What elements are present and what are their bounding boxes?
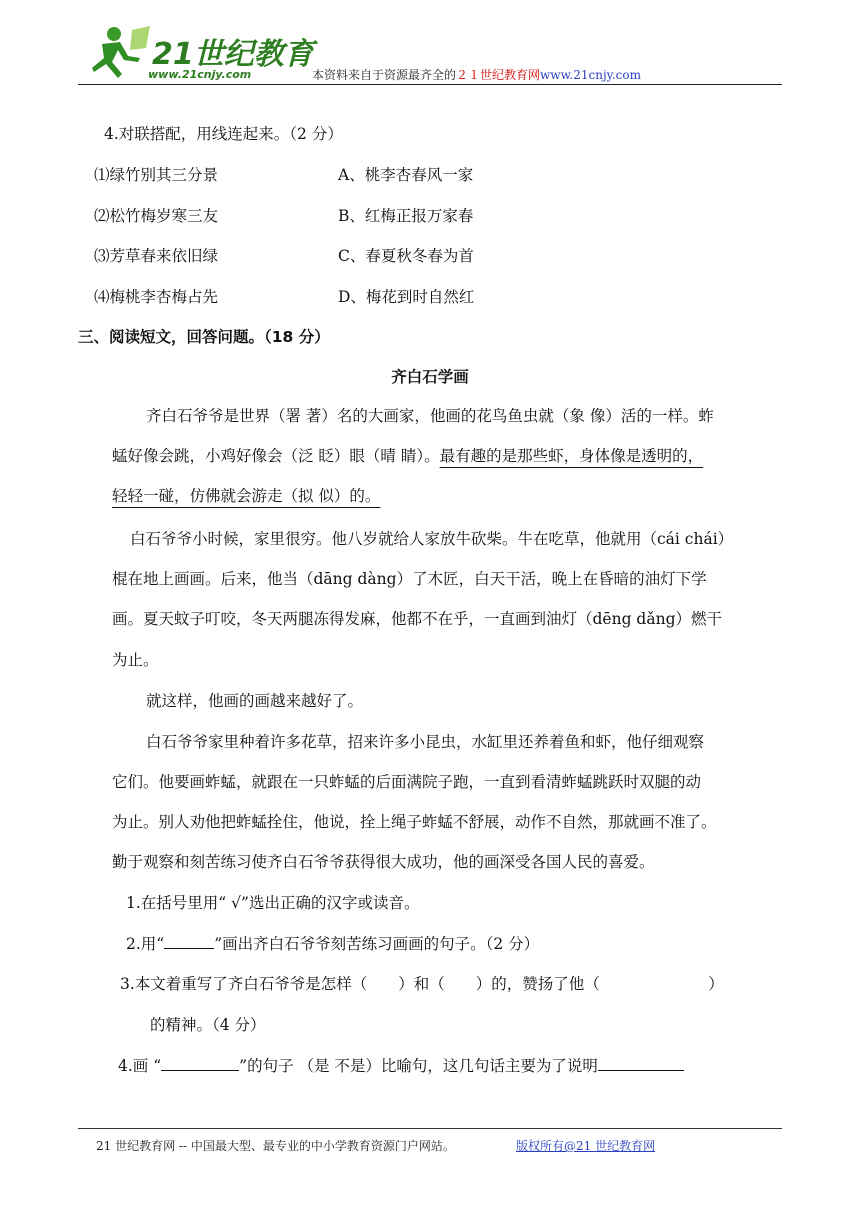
- question-2-b: ”画出齐白石爷爷刻苦练习画画的句子。（2 分）: [214, 935, 540, 953]
- question-4: [118, 1054, 684, 1076]
- header-rule: [78, 84, 782, 85]
- section-heading: 三、阅读短文，回答问题。（18 分）: [78, 328, 330, 346]
- question-4-a: 4.画 “: [118, 1057, 162, 1075]
- match-left-3: ⑶芳草春来依旧绿: [94, 247, 219, 265]
- p2-line4: 为止。: [112, 651, 159, 669]
- header-note: [312, 66, 641, 83]
- p1-line1: 齐白石爷爷是世界（署 著）名的大画家，他画的花鸟鱼虫就（象 像）活的一样。蚱: [146, 407, 714, 425]
- footer-text: 21 世纪教育网 -- 中国最大型、最专业的中小学教育资源门户网站。: [96, 1139, 455, 1153]
- match-right-a: A、桃李杏春风一家: [338, 166, 474, 184]
- logo-url: www.21cnjy.com: [148, 68, 252, 81]
- p1-underlined-sentence-b: 轻轻一碰，仿佛就会游走（拟 似）的。: [112, 487, 381, 505]
- header-note-url[interactable]: www.21cnjy.com: [540, 68, 641, 82]
- match-left-1: ⑴绿竹别其三分景: [94, 166, 219, 184]
- question-2-a: 2.用“: [126, 935, 165, 953]
- answer-blank[interactable]: [164, 934, 214, 949]
- answer-blank[interactable]: [161, 1056, 239, 1071]
- passage-title: 齐白石学画: [391, 368, 469, 386]
- header-note-prefix: 本资料来自于资源最齐全的: [312, 68, 457, 82]
- p4-line1: 白石爷爷家里种着许多花草，招来许多小昆虫，水缸里还养着鱼和虾，他仔细观察: [146, 733, 705, 751]
- p4-line2: 它们。他要画蚱蜢，就跟在一只蚱蜢的后面满院子跑，一直到看清蚱蜢跳跃时双腿的动: [112, 773, 702, 791]
- site-logo: [84, 22, 314, 84]
- runner-logo-icon: [84, 22, 314, 84]
- question-4-b: ”的句子 （是 不是）比喻句，这几句话主要为了说明: [239, 1057, 598, 1075]
- copyright-link[interactable]: 版权所有@21 世纪教育网: [516, 1139, 656, 1153]
- match-right-b: B、红梅正报万家春: [338, 207, 474, 225]
- p2-line2: 棍在地上画画。后来，他当（dāng dàng）了木匠，白天干活，晚上在昏暗的油灯下学: [112, 570, 707, 588]
- question-1: 1.在括号里用“ √”选出正确的汉字或读音。: [126, 894, 420, 912]
- answer-blank[interactable]: [598, 1056, 684, 1071]
- match-right-c: C、春夏秋冬春为首: [338, 247, 474, 265]
- logo-text: 21世纪教育: [152, 37, 314, 72]
- p2-line1: 白石爷爷小时候，家里很穷。他八岁就给人家放牛砍柴。牛在吃草，他就用（cái chái）: [130, 530, 734, 548]
- header-note-site: ２１世纪教育网: [456, 68, 541, 82]
- match-left-2: ⑵松竹梅岁寒三友: [94, 207, 219, 225]
- match-right-d: D、梅花到时自然红: [338, 288, 475, 306]
- p4-line4: 勤于观察和刻苦练习使齐白石爷爷获得很大成功，他的画深受各国人民的喜爱。: [112, 853, 655, 871]
- question-3-line1: 3.本文着重写了齐白石爷爷是怎样（ ）和（ ）的，赞扬了他（ ）: [120, 975, 724, 993]
- p2-line3: 画。夏天蚊子叮咬，冬天两腿冻得发麻，他都不在乎，一直画到油灯（dēng dǎng）燃干: [112, 610, 722, 628]
- match-left-4: ⑷梅桃李杏梅占先: [94, 288, 219, 306]
- p4-line3: 为止。别人劝他把蚱蜢拴住，他说，拴上绳子蚱蜢不舒展，动作不自然，那就画不准了。: [112, 813, 717, 831]
- footer-rule: [78, 1128, 782, 1129]
- p3: 就这样，他画的画越来越好了。: [146, 692, 364, 710]
- q4-prompt: 4.对联搭配，用线连起来。（2 分）: [104, 125, 343, 143]
- p1-line2: [112, 444, 703, 466]
- p1-underlined-sentence-a: 最有趣的是那些虾，身体像是透明的，: [439, 447, 704, 465]
- question-3-line2: 的精神。（4 分）: [150, 1016, 266, 1034]
- question-2: [126, 932, 539, 954]
- p1-line2-text: 蜢好像会跳，小鸡好像会（泛 眨）眼（晴 睛）。: [112, 447, 440, 465]
